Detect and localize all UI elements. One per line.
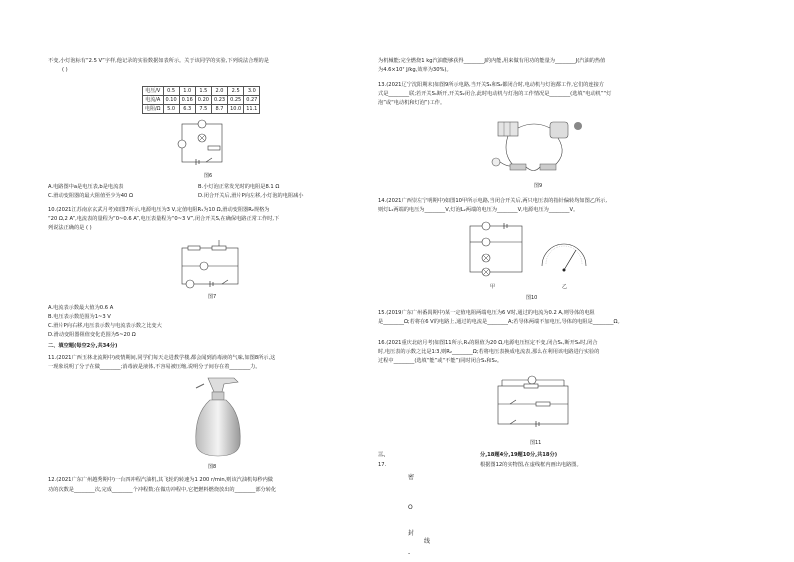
q10-line2: “20 Ω,2 A”,电流表的量程为“0~0.6 A”,电压表量程为“0~3 V”,闭合开关S,在确保电路正常工作时,下 [48, 216, 280, 222]
figure-10-label-jia: 甲 [490, 284, 496, 290]
q15-line1: 15.(2019广东广州番禺期中)某一定值电阻两端电压为6 V时,通过的电流为0.2 A,则导体的电阻 [378, 310, 595, 316]
section-3-points: 分,18题4分,19题10分,共18分) [480, 452, 558, 458]
q12-line2: 功的次数是________次,完成________个冲程数;在做功冲程中,它把燃料燃烧放出的________部分转化 [48, 487, 277, 493]
figure-10-label-yi: 乙 [562, 284, 568, 290]
q10-line1: 10.(2021江苏南京玄武月考)如图7所示,电源电压为3 V,定值电阻R₁为10 Ω,滑动变阻器R₂规格为 [48, 207, 270, 213]
binding-line-mark-2: O [408, 504, 413, 511]
q15-line2: 是________Ω;若将在6 V的电路上,通过的电流是________A;若导体两端不加电压,导体的电阻是________Ω。 [378, 319, 623, 325]
q13-line3: 泡”或“电动机和灯泡”)工作。 [378, 100, 446, 106]
q14-line1: 14.(2021广西崇左宁明期中)如图10甲所示电路,当闭合开关后,两只电压表的指针偏转均如图乙所示, [378, 198, 607, 204]
binding-line-mark-5: - [408, 550, 411, 557]
q13-line1: 13.(2021辽宁沈阳期末)如图9所示电路,当开关S₁和S₂都闭合时,电动机与灯泡都工作,它们的连接方 [378, 82, 605, 88]
q17-number: 17. [378, 462, 387, 468]
q9-option-d: D.闭合开关后,滑片P向左移,小灯泡的电阻减小 [198, 193, 304, 199]
section-2-heading: 二、填空题(每空2分,共34分) [48, 343, 118, 349]
figure-9-physical-circuit [488, 114, 588, 180]
section-3-heading: 三、 [378, 452, 389, 458]
q9-option-a: A.电路图中a是电压表,b是电流表 [48, 184, 124, 190]
figure-7-circuit [176, 238, 246, 292]
q12-cont2: 为4.6×10⁷ J/kg,效率为30%)。 [378, 67, 452, 73]
q13-line2: 式是________联;若开关S₁断开,开关S₂闭合,此时电动机与灯泡的工作情况是________(选填“电动机”“灯 [378, 91, 612, 97]
figure-10-circuit [464, 220, 530, 282]
q14-line2: 则灯L₁两端的电压为________V,灯泡L₂两端的电压为________V,电源电压为________V。 [378, 207, 579, 213]
q12-line1: 12.(2021广东广州越秀期中)一台四冲程汽油机,其飞轮的转速为1 200 r/min,则该汽油机每秒内做 [48, 477, 273, 483]
table-row: 电压/V 0.5 1.0 1.5 2.0 2.5 3.0 [143, 87, 260, 96]
figure-7-caption: 图7 [208, 294, 217, 300]
figure-11-caption: 图11 [530, 440, 542, 446]
data-table [142, 86, 260, 114]
q16-line3: 过程中________(选填“能”或“不能”)同时闭合S₁和S₂。 [378, 358, 503, 364]
spray-bottle-image [178, 374, 258, 458]
figure-6-caption: 图6 [204, 173, 213, 179]
q11-line1: 11.(2021广西玉林北流期中)疫情期间,同学们每天走进教学楼,都会闻到消毒液的气味,如图8所示,这 [48, 355, 276, 361]
table-row: 电阻/Ω 5.0 6.3 7.5 8.7 10.0 11.1 [143, 105, 260, 114]
figure-9-caption: 图9 [534, 183, 543, 189]
q12-cont1: 为机械能;完全燃烧1 kg汽油能够获得________J的内能,用来做有用功的能量为________J(汽油的热值 [378, 58, 606, 64]
q9-option-c: C.滑动变阻器的最大阻值至少为40 Ω [48, 193, 133, 199]
binding-line-mark-1: 密 [408, 474, 415, 481]
figure-6-circuit [174, 118, 234, 172]
figure-11-circuit [492, 372, 576, 432]
q9-bracket: ( ) [62, 67, 68, 73]
q9-option-b: B.小灯泡正常发光时的电阻是8.1 Ω [198, 184, 280, 190]
q17-text: 根据图12的实物图,在虚线框内画出电路图。 [480, 462, 582, 468]
q10-option-d: D.滑动变阻器阻值变化范围为5~20 Ω [48, 332, 136, 338]
voltmeter-dial [536, 236, 592, 276]
q10-option-b: B.电压表示数范围为1~3 V [48, 314, 111, 320]
figure-10-caption: 图10 [526, 295, 538, 301]
q16-line1: 16.(2021重庆北碚月考)如图11所示,R₁的阻值为20 Ω,电源电压恒定不变,闭合S₁,断开S₂时,闭合 [378, 340, 598, 346]
q10-line3: 列说法正确的是 ( ) [48, 225, 92, 231]
binding-line-mark-4: 线 [424, 538, 431, 545]
table-row: 电流/A 0.10 0.16 0.20 0.23 0.25 0.27 [143, 96, 260, 105]
q16-line2: 时,电压表的示数之比是1∶3,则R₂________Ω;若将电压表换成电流表,那么在利用该电路进行实验的 [378, 349, 600, 355]
binding-line-mark-3: 封 [408, 530, 415, 537]
q10-option-c: C.滑片P向右移,电压表示数与电流表示数之比变大 [48, 323, 162, 329]
figure-8-caption: 图8 [208, 464, 217, 470]
q10-option-a: A.电流表示数最大值为0.6 A [48, 305, 114, 311]
q11-line2: 一现象说明了分子在做________;消毒液是液体,不容易被压缩,说明分子间存在着________力。 [48, 364, 261, 370]
q9-intro: 不变,小灯泡标有“2.5 V”字样,他记录的实验数据如表所示。关于该同学的实验,下列说法合理的是 [48, 58, 269, 64]
